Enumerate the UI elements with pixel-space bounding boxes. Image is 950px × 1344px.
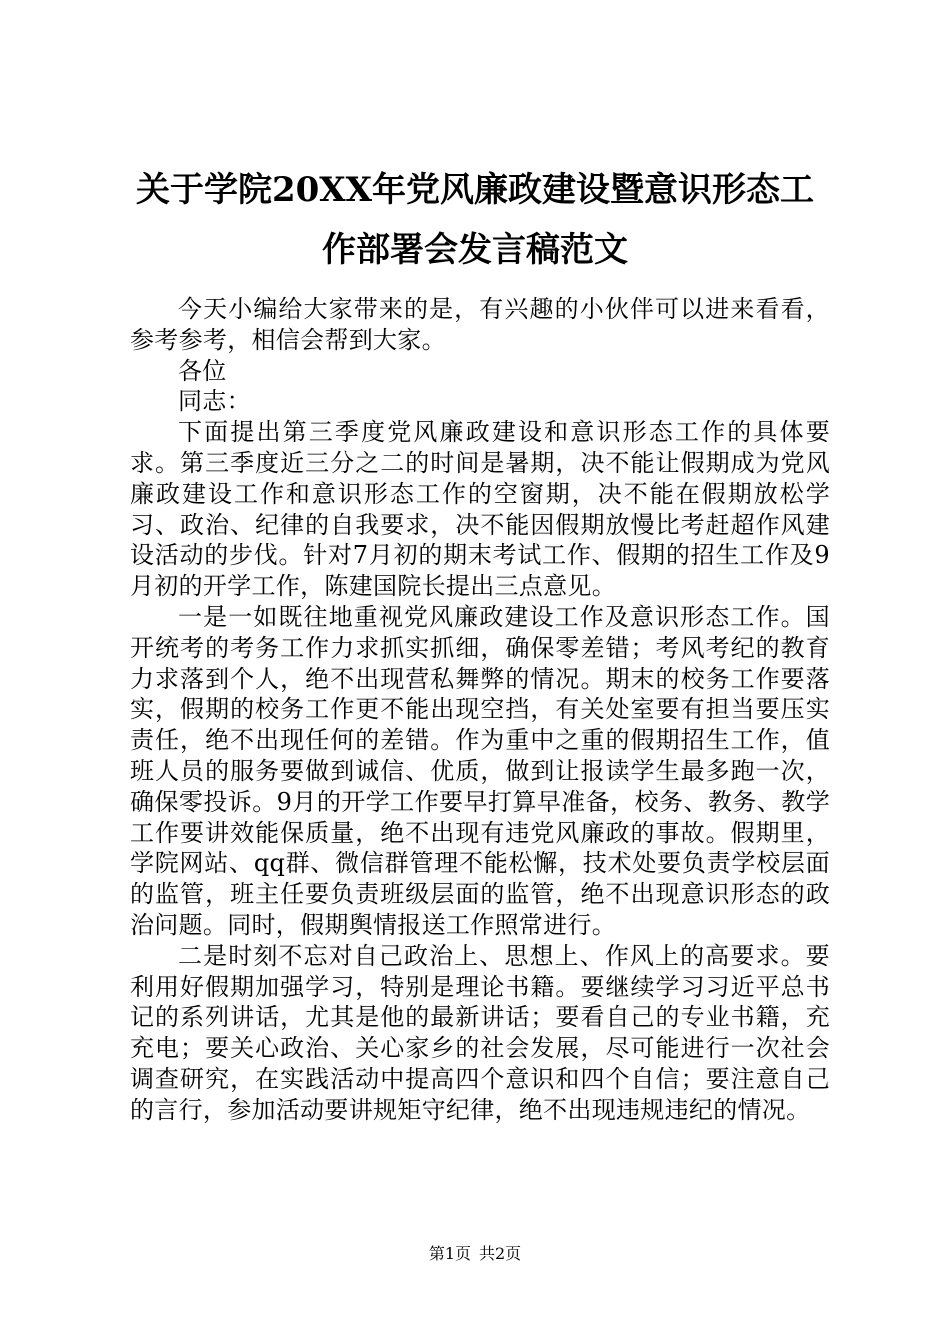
title-line-1: 关于学院20XX年党风廉政建设暨意识形态工 [135,170,815,210]
document-title [100,160,850,280]
paragraph-salutation-2: 同志： [178,387,251,416]
page-footer [0,1243,950,1265]
document-body [130,294,830,1126]
title-line-2: 作部署会发言稿范文 [322,230,628,270]
paragraph-intro: 今天小编给大家带来的是，有兴趣的小伙伴可以进来看看，参考参考，相信会帮到大家。 [130,295,830,354]
paragraph-overview: 下面提出第三季度党风廉政建设和意识形态工作的具体要求。第三季度近三分之二的时间是暑期，决不能让假期成为党风廉政建设工作和意识形态工作的空窗期，决不能在假期放松学习、政治、纪律的自我要求，决不能因假期放慢比考赶超作风建设活动的步伐。针对7月初的期末考试工作、假期的招生工作及9月初的开学工作，陈建国院长提出三点意见。 [130,418,830,601]
page-number: 第1页 [428,1244,471,1263]
paragraph-point-two: 二是时刻不忘对自己政治上、思想上、作风上的高要求。要利用好假期加强学习，特别是理论书籍。要继续学习习近平总书记的系列讲话，尤其是他的最新讲话；要看自己的专业书籍，充充电；要关心政治、关心家乡的社会发展，尽可能进行一次社会调查研究，在实践活动中提高四个意识和四个自信；要注意自己的言行，参加活动要讲规矩守纪律，绝不出现违规违纪的情况。 [130,941,830,1124]
paragraph-salutation-1: 各位 [178,356,227,385]
page-total: 共2页 [479,1244,522,1263]
paragraph-point-one: 一是一如既往地重视党风廉政建设工作及意识形态工作。国开统考的考务工作力求抓实抓细，确保零差错；考风考纪的教育力求落到个人，绝不出现营私舞弊的情况。期末的校务工作要落实，假期的校务工作更不能出现空挡，有关处室要有担当要压实责任，绝不出现任何的差错。作为重中之重的假期招生工作，值班人员的服务要做到诚信、优质，做到让报读学生最多跑一次，确保零投诉。9月的开学工作要早打算早准备，校务、教务、教学工作要讲效能保质量，绝不出现有违党风廉政的事故。假期里，学院网站、qq群、微信群管理不能松懈，技术处要负责学校层面的监管，班主任要负责班级层面的监管，绝不出现意识形态的政治问题。同时，假期舆情报送工作照常进行。 [130,602,830,939]
